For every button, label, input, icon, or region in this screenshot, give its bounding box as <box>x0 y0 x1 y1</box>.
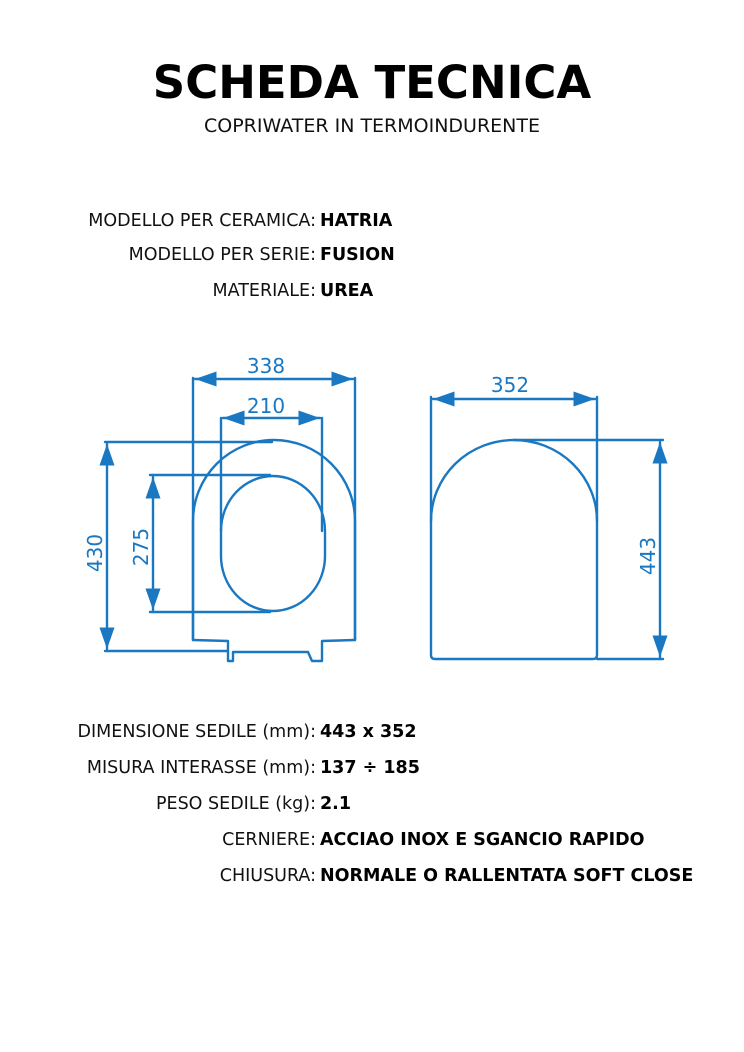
spec-label: MATERIALE: <box>212 281 316 301</box>
lid-outline <box>431 397 597 659</box>
spec-label: CHIUSURA: <box>219 866 316 886</box>
spec-row-fixing-distance <box>0 756 744 780</box>
dim-label-338: 338 <box>246 354 286 378</box>
spec-value: FUSION <box>320 245 395 265</box>
dim-label-443: 443 <box>636 536 660 576</box>
spec-value: ACCIAO INOX E SGANCIO RAPIDO <box>320 830 645 850</box>
dim-label-210: 210 <box>246 394 286 418</box>
spec-value: 443 x 352 <box>320 722 417 742</box>
spec-row-seat-dimension <box>0 720 744 744</box>
page-title: SCHEDA TECNICA <box>152 56 592 109</box>
spec-row-ceramic-model <box>0 209 744 233</box>
spec-value: NORMALE O RALLENTATA SOFT CLOSE <box>320 866 694 886</box>
spec-label: MODELLO PER SERIE: <box>128 245 316 265</box>
spec-label: PESO SEDILE (kg): <box>155 794 316 814</box>
spec-row-hinges <box>0 828 744 852</box>
seat-outline <box>193 378 355 661</box>
page-subtitle: COPRIWATER IN TERMOINDURENTE <box>203 115 540 137</box>
spec-label: CERNIERE: <box>222 830 316 850</box>
spec-label: MISURA INTERASSE (mm): <box>86 758 316 778</box>
spec-value: 2.1 <box>320 794 352 814</box>
spec-label: DIMENSIONE SEDILE (mm): <box>77 722 316 742</box>
spec-row-series-model <box>0 243 744 267</box>
spec-row-material <box>0 279 744 303</box>
spec-value: HATRIA <box>320 211 393 231</box>
technical-drawing <box>0 340 744 680</box>
dim-label-352: 352 <box>490 373 530 397</box>
spec-label: MODELLO PER CERAMICA: <box>88 211 316 231</box>
spec-value: UREA <box>320 281 374 301</box>
spec-row-closure <box>0 864 744 888</box>
dim-label-275: 275 <box>129 527 153 567</box>
spec-row-seat-weight <box>0 792 744 816</box>
spec-value: 137 ÷ 185 <box>320 758 420 778</box>
dim-label-430: 430 <box>83 533 107 573</box>
